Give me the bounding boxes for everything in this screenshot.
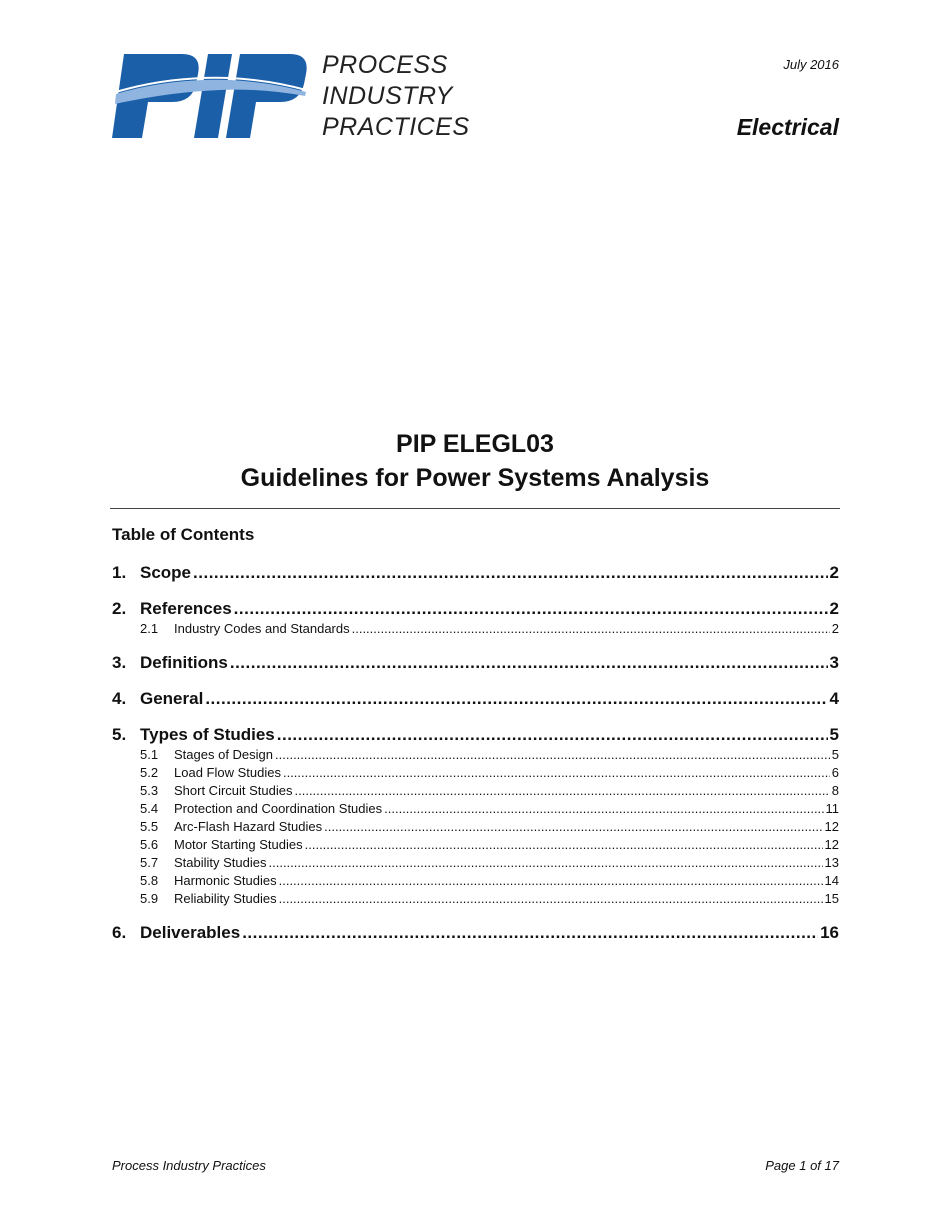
toc-entry-page: 2 <box>829 599 839 618</box>
toc-entry[interactable] <box>112 818 839 836</box>
toc-entry-page: 4 <box>829 689 839 708</box>
document-title: Guidelines for Power Systems Analysis <box>240 464 710 492</box>
toc-entry[interactable] <box>112 854 839 872</box>
toc-entry[interactable] <box>112 688 839 710</box>
page-number: Page 1 of 17 <box>765 1158 839 1173</box>
toc-entry-page: 13 <box>824 855 839 870</box>
toc-entry-label: Load Flow Studies <box>174 765 281 780</box>
table-of-contents <box>112 548 839 944</box>
toc-entry-number: 5.2 <box>140 765 159 780</box>
logo-text-line: INDUSTRY <box>322 82 453 110</box>
toc-entry-label: Arc-Flash Hazard Studies <box>174 819 323 834</box>
dot-leader <box>277 724 828 746</box>
dot-leader <box>352 620 830 638</box>
dot-leader <box>205 688 827 710</box>
toc-entry-label: Deliverables <box>140 923 241 942</box>
toc-entry-number: 5.8 <box>140 873 159 888</box>
dot-leader <box>269 854 823 872</box>
logo-text-line: PRACTICES <box>322 113 470 141</box>
toc-entry[interactable] <box>112 800 839 818</box>
toc-entry-number: 5.6 <box>140 837 159 852</box>
divider <box>110 508 840 509</box>
toc-entry-label: Types of Studies <box>140 725 275 744</box>
pip-logo <box>110 52 310 140</box>
dot-leader <box>279 890 823 908</box>
toc-entry[interactable] <box>112 724 839 746</box>
toc-entry-page: 12 <box>824 837 839 852</box>
toc-entry-label: Definitions <box>140 653 228 672</box>
toc-entry-number: 5.4 <box>140 801 159 816</box>
dot-leader <box>283 764 830 782</box>
toc-entry-number: 3. <box>112 653 127 672</box>
toc-heading: Table of Contents <box>112 525 255 544</box>
dot-leader <box>384 800 823 818</box>
toc-entry-label: General <box>140 689 204 708</box>
document-number: PIP ELEGL03 <box>396 430 554 458</box>
toc-entry[interactable] <box>112 890 839 908</box>
toc-entry-number: 5. <box>112 725 127 744</box>
toc-entry-label: Harmonic Studies <box>174 873 277 888</box>
toc-entry-page: 6 <box>831 765 839 780</box>
toc-entry-page: 2 <box>831 621 839 636</box>
dot-leader <box>295 782 830 800</box>
toc-entry[interactable] <box>112 922 839 944</box>
dot-leader <box>305 836 823 854</box>
dot-leader <box>193 562 828 584</box>
toc-entry-number: 5.5 <box>140 819 159 834</box>
toc-entry-page: 8 <box>831 783 839 798</box>
toc-entry-number: 5.1 <box>140 747 159 762</box>
toc-entry-number: 1. <box>112 563 127 582</box>
toc-entry-label: Stability Studies <box>174 855 267 870</box>
toc-entry[interactable] <box>112 562 839 584</box>
toc-entry-label: Stages of Design <box>174 747 274 762</box>
toc-entry-page: 5 <box>829 725 839 744</box>
toc-entry-page: 15 <box>824 891 839 906</box>
toc-entry[interactable] <box>112 620 839 638</box>
dot-leader <box>234 598 828 620</box>
toc-entry-label: Short Circuit Studies <box>174 783 293 798</box>
toc-entry-number: 6. <box>112 923 127 942</box>
dot-leader <box>324 818 822 836</box>
dot-leader <box>279 872 823 890</box>
toc-entry-number: 5.7 <box>140 855 159 870</box>
footer-organization: Process Industry Practices <box>112 1158 266 1173</box>
dot-leader <box>275 746 830 764</box>
toc-entry-label: Reliability Studies <box>174 891 277 906</box>
toc-entry[interactable] <box>112 872 839 890</box>
toc-entry-page: 12 <box>824 819 839 834</box>
toc-entry-number: 2.1 <box>140 621 159 636</box>
toc-entry[interactable] <box>112 764 839 782</box>
document-date: July 2016 <box>783 57 839 72</box>
toc-entry-page: 3 <box>829 653 839 672</box>
toc-entry[interactable] <box>112 652 839 674</box>
toc-entry[interactable] <box>112 746 839 764</box>
toc-entry-label: Scope <box>140 563 192 582</box>
toc-entry-number: 5.9 <box>140 891 159 906</box>
toc-entry-label: Motor Starting Studies <box>174 837 303 852</box>
logo-text-line: PROCESS <box>322 51 448 79</box>
toc-entry-page: 16 <box>820 923 839 942</box>
dot-leader <box>230 652 828 674</box>
discipline-label: Electrical <box>736 114 839 140</box>
toc-entry[interactable] <box>112 836 839 854</box>
toc-entry-number: 4. <box>112 689 127 708</box>
toc-entry-page: 2 <box>829 563 839 582</box>
toc-entry-label: References <box>140 599 232 618</box>
dot-leader <box>242 922 818 944</box>
toc-entry-page: 11 <box>825 801 839 816</box>
toc-entry-number: 5.3 <box>140 783 159 798</box>
toc-entry[interactable] <box>112 598 839 620</box>
toc-entry-label: Protection and Coordination Studies <box>174 801 383 816</box>
toc-entry-number: 2. <box>112 599 127 618</box>
toc-entry[interactable] <box>112 782 839 800</box>
toc-entry-label: Industry Codes and Standards <box>174 621 350 636</box>
toc-entry-page: 5 <box>831 747 839 762</box>
toc-entry-page: 14 <box>824 873 839 888</box>
